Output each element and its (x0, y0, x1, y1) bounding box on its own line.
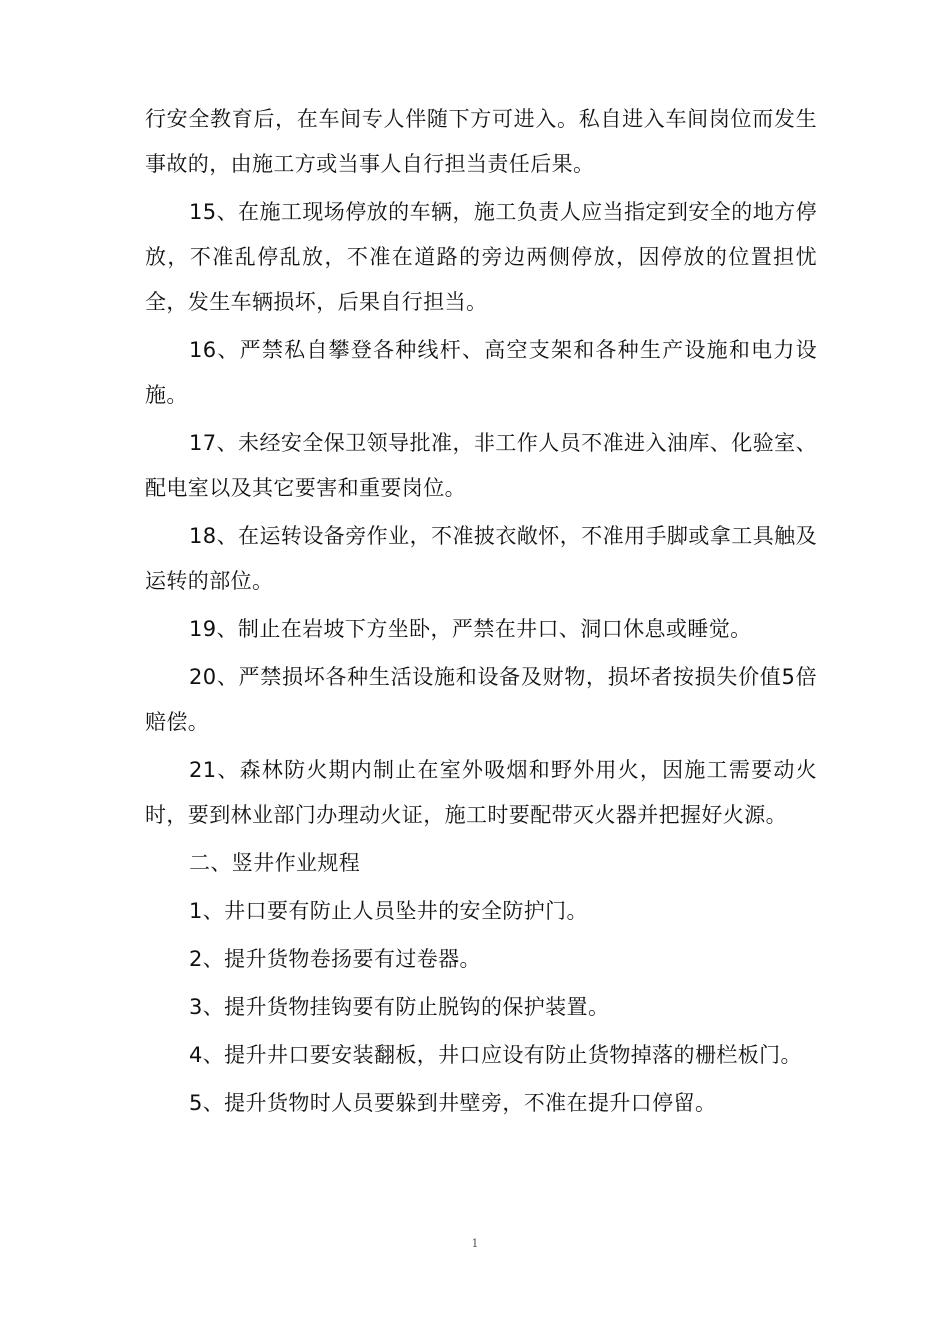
paragraph: 19、制止在岩坡下方坐卧，严禁在井口、洞口休息或睡觉。 (189, 617, 752, 641)
paragraph: 15、在施工现场停放的车辆，施工负责人应当指定到安全的地方停放，不准乱停乱放，不准在道路的旁边两侧停放，因停放的位置担忧全，发生车辆损坏，后果自行担当。 (145, 200, 817, 314)
paragraph: 20、严禁损坏各种生活设施和设备及财物，损坏者按损失价值5倍赔偿。 (145, 665, 817, 734)
paragraph: 16、严禁私自攀登各种线杆、高空支架和各种生产设施和电力设施。 (145, 338, 817, 407)
paragraph: 4、提升井口要安装翻板，井口应设有防止货物掉落的栅栏板门。 (189, 1043, 802, 1067)
section-heading: 二、竖井作业规程 (189, 851, 361, 875)
paragraph: 5、提升货物时人员要躲到井壁旁，不准在提升口停留。 (189, 1091, 717, 1115)
paragraph: 2、提升货物卷扬要有过卷器。 (189, 947, 481, 971)
paragraph: 17、未经安全保卫领导批准，非工作人员不准进入油库、化验室、配电室以及其它要害和重要岗位。 (145, 431, 817, 500)
paragraph: 3、提升货物挂钩要有防止脱钩的保护装置。 (189, 995, 610, 1019)
paragraph: 18、在运转设备旁作业，不准披衣敞怀，不准用手脚或拿工具触及运转的部位。 (145, 524, 817, 593)
document-body (145, 97, 817, 1129)
paragraph: 行安全教育后，在车间专人伴随下方可进入。私自进入车间岗位而发生事故的，由施工方或当事人自行担当责任后果。 (145, 107, 817, 176)
paragraph: 1、井口要有防止人员坠井的安全防护门。 (189, 899, 588, 923)
page-number: 1 (471, 1237, 479, 1250)
paragraph: 21、森林防火期内制止在室外吸烟和野外用火，因施工需要动火时，要到林业部门办理动火证，施工时要配带灭火器并把握好火源。 (145, 758, 817, 827)
